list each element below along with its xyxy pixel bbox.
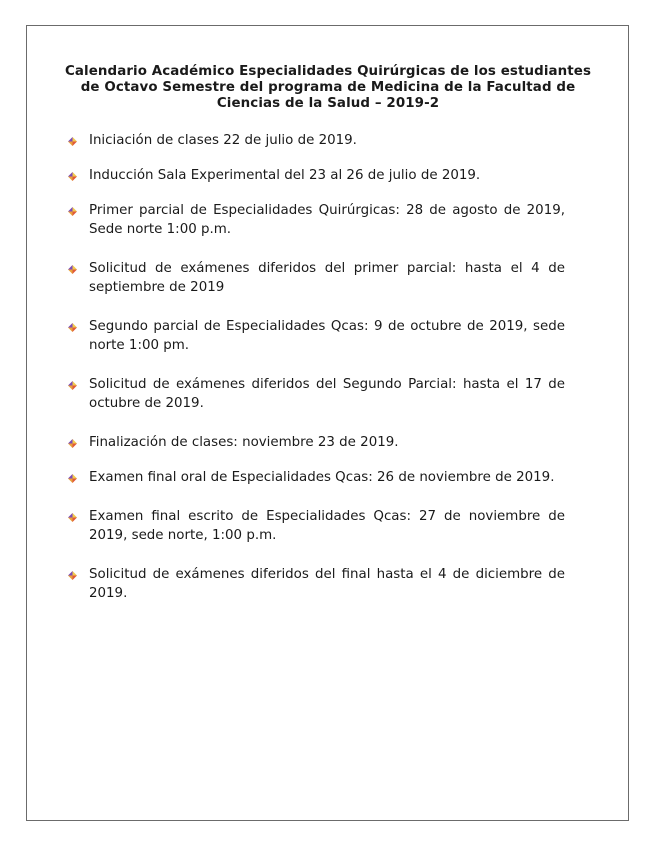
calendar-item <box>67 565 565 603</box>
diamond-bullet-icon <box>68 439 77 448</box>
calendar-item <box>67 201 565 239</box>
calendar-item <box>67 468 565 487</box>
calendar-item-text: Iniciación de clases 22 de julio de 2019. <box>89 133 357 148</box>
calendar-item-text: Primer parcial de Especialidades Quirúrgicas: 28 de agosto de 2019, Sede norte 1:00 p.m. <box>89 203 565 237</box>
calendar-item-text: Inducción Sala Experimental del 23 al 26 de julio de 2019. <box>89 168 481 183</box>
diamond-bullet-icon <box>68 381 77 390</box>
calendar-item <box>67 259 565 297</box>
diamond-bullet-icon <box>68 474 77 483</box>
diamond-bullet-icon <box>68 137 77 146</box>
calendar-item-text: Solicitud de exámenes diferidos del final hasta el 4 de diciembre de 2019. <box>89 567 565 601</box>
diamond-bullet-icon <box>68 172 77 181</box>
calendar-item <box>67 433 565 452</box>
calendar-item-text: Examen final oral de Especialidades Qcas: 26 de noviembre de 2019. <box>89 470 555 485</box>
diamond-bullet-icon <box>68 571 77 580</box>
calendar-item <box>67 131 565 150</box>
calendar-item-text: Segundo parcial de Especialidades Qcas: 9 de octubre de 2019, sede norte 1:00 pm. <box>89 319 565 353</box>
document-title: Calendario Académico Especialidades Quirúrgicas de los estudiantes de Octavo Semestre del programa de Medicina de la Facultad de Ciencias de la Salud – 2019-2 <box>64 64 592 111</box>
diamond-bullet-icon <box>68 513 77 522</box>
calendar-item-text: Examen final escrito de Especialidades Qcas: 27 de noviembre de 2019, sede norte, 1:00 p.m. <box>89 509 565 543</box>
calendar-item-text: Finalización de clases: noviembre 23 de 2019. <box>89 435 399 450</box>
diamond-bullet-icon <box>68 265 77 274</box>
calendar-list <box>67 131 565 623</box>
document-page <box>26 25 629 821</box>
calendar-item <box>67 317 565 355</box>
calendar-item <box>67 507 565 545</box>
calendar-item <box>67 375 565 413</box>
calendar-item <box>67 166 565 185</box>
diamond-bullet-icon <box>68 207 77 216</box>
diamond-bullet-icon <box>68 323 77 332</box>
calendar-item-text: Solicitud de exámenes diferidos del primer parcial: hasta el 4 de septiembre de 2019 <box>89 261 565 295</box>
calendar-item-text: Solicitud de exámenes diferidos del Segundo Parcial: hasta el 17 de octubre de 2019. <box>89 377 565 411</box>
